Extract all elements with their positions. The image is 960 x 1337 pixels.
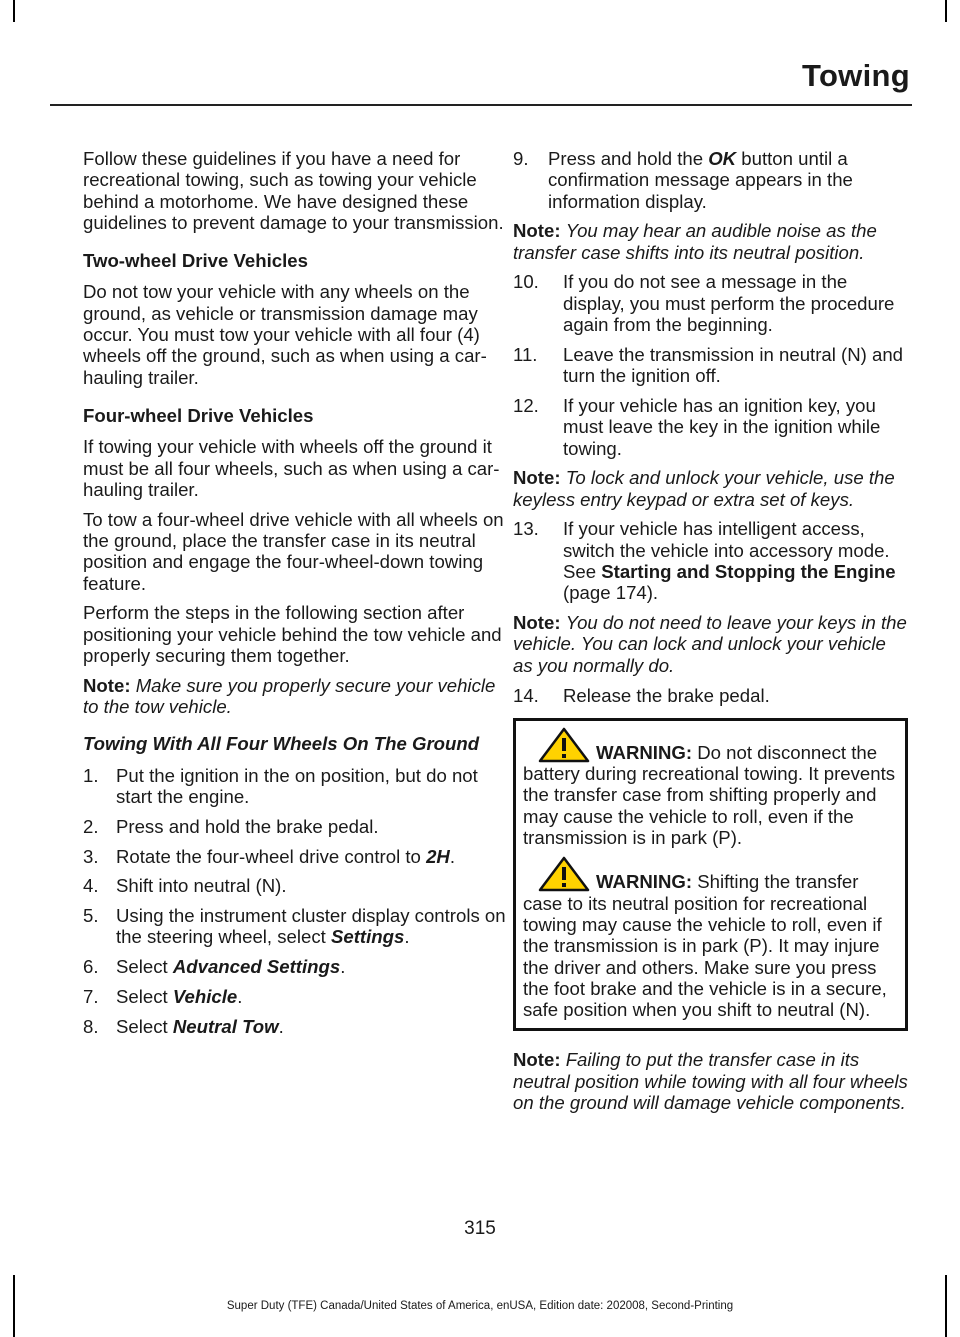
step-number: 11. <box>513 343 538 365</box>
step-suffix: . <box>340 956 346 978</box>
step-text: Put the ignition in the on position, but do not start the engine. <box>116 764 478 807</box>
note-text: To lock and unlock your vehicle, use the keyless entry keypad or extra set of keys. <box>513 467 895 510</box>
step-1 <box>83 765 508 808</box>
four-wheel-paragraph-2: To tow a four-wheel drive vehicle with all wheels on the ground, place the transfer case in its neutral position and engage the four-wheel-down towing feature. <box>83 508 504 594</box>
step-number: 10. <box>513 271 539 293</box>
intro-paragraph: Follow these guidelines if you have a need for recreational towing, such as towing your vehicle behind a motorhome. We have designed these guidelines to prevent damage to your transmission. <box>83 148 504 233</box>
note-text: Make sure you properly secure your vehicle to the tow vehicle. <box>83 674 496 718</box>
step-emphasis: Advanced Settings <box>172 956 341 978</box>
step-8 <box>83 1016 508 1037</box>
note-label: Note: <box>513 1049 561 1071</box>
right-column <box>513 148 908 1122</box>
step-text: If you do not see a message in the display, you must perform the procedure again from the beginning. <box>563 271 895 336</box>
step-number: 13. <box>513 518 539 540</box>
step-text: Shift into neutral (N). <box>116 875 287 897</box>
left-column <box>83 148 508 1046</box>
step-text: Select <box>116 956 173 978</box>
warning-triangle-icon <box>538 727 590 763</box>
step-number: 5. <box>83 905 99 927</box>
step-12 <box>513 395 908 459</box>
warning-text: Shifting the transfer case to its neutral position for recreational towing may cause the vehicle to roll, even if the transmission is in park (P). It may injure the driver and others. Make sure you press the foot brake and the vehicle is in a secure, safe position when you shift to neutral (N). <box>523 871 887 1021</box>
step-text: Press and hold the brake pedal. <box>116 815 379 837</box>
step-suffix: . <box>237 986 243 1007</box>
two-wheel-paragraph: Do not tow your vehicle with any wheels on the ground, as vehicle or transmission damage may occur. You must tow your vehicle with all four (4) wheels off the ground, such as when using a car-hauling trailer. <box>83 281 487 388</box>
note-label: Note: <box>513 220 561 242</box>
warning-text: Do not disconnect the battery during recreational towing. It prevents the transfer case from shifting properly and may cause the vehicle to roll, even if the transmission is in park (P). <box>523 741 896 849</box>
note-keys <box>513 612 908 676</box>
note-audible-noise <box>513 220 908 263</box>
step-emphasis: OK <box>708 148 737 169</box>
step-number: 4. <box>83 875 99 897</box>
crop-mark-top-left <box>13 0 15 22</box>
step-3 <box>83 846 508 867</box>
warning-triangle-icon <box>538 856 590 892</box>
step-14 <box>513 685 908 706</box>
note-label: Note: <box>83 674 131 696</box>
step-4 <box>83 875 508 896</box>
cross-reference-link[interactable]: Starting and Stopping the Engine <box>601 561 896 583</box>
step-text: Using the instrument cluster display controls on the steering wheel, select <box>116 905 506 948</box>
four-wheel-paragraph-1: If towing your vehicle with wheels off the ground it must be all four wheels, such as when using a car-hauling trailer. <box>83 436 500 500</box>
step-suffix: . <box>404 926 410 948</box>
step-number: 2. <box>83 815 99 837</box>
step-number: 8. <box>83 1015 99 1037</box>
step-7 <box>83 986 508 1007</box>
heading-four-wheel-drive: Four-wheel Drive Vehicles <box>83 404 314 426</box>
step-10 <box>513 271 908 335</box>
warning-label: WARNING: <box>596 741 693 763</box>
note-text: Failing to put the transfer case in its neutral position while towing with all four wheels on the ground will damage vehicle components. <box>513 1049 908 1113</box>
four-wheel-paragraph-3: Perform the steps in the following section after positioning your vehicle behind the tow vehicle and properly securing them together. <box>83 602 502 666</box>
note-lock-unlock <box>513 467 908 510</box>
heading-towing-all-four-wheels: Towing With All Four Wheels On The Ground <box>83 733 480 755</box>
step-number: 1. <box>83 764 99 786</box>
note-label: Note: <box>513 467 561 489</box>
step-text: Press and hold the <box>548 148 709 169</box>
step-number: 6. <box>83 956 99 978</box>
step-emphasis: Settings <box>330 926 405 948</box>
step-text: Select <box>116 986 173 1007</box>
footer-edition-info: Super Duty (TFE) Canada/United States of America, enUSA, Edition date: 202008, Second-Printing <box>226 1300 734 1312</box>
warning-battery <box>523 727 898 848</box>
step-11 <box>513 344 908 387</box>
step-number: 9. <box>513 148 529 169</box>
step-number: 12. <box>513 394 539 416</box>
page-number: 315 <box>464 1218 496 1239</box>
step-number: 14. <box>513 684 539 706</box>
warning-box <box>513 718 908 1032</box>
note-text: You do not need to leave your keys in the vehicle. You can lock and unlock your vehicle as you normally do. <box>513 612 907 676</box>
step-suffix: (page 174). <box>563 582 659 604</box>
crop-mark-top-right <box>945 0 947 22</box>
step-text: If your vehicle has intelligent access, switch the vehicle into accessory mode. See <box>563 518 890 583</box>
step-text: Rotate the four-wheel drive control to <box>116 845 427 867</box>
note-secure-vehicle <box>83 675 508 718</box>
step-number: 3. <box>83 845 99 867</box>
step-6 <box>83 956 508 977</box>
step-text: Leave the transmission in neutral (N) and turn the ignition off. <box>563 343 904 387</box>
step-number: 7. <box>83 986 99 1007</box>
step-2 <box>83 816 508 837</box>
step-text: Select <box>116 1015 173 1037</box>
step-9 <box>513 148 908 212</box>
note-transfer-case-damage <box>513 1049 908 1113</box>
heading-two-wheel-drive: Two-wheel Drive Vehicles <box>83 250 308 272</box>
step-suffix: button until a confirmation message appears in the information display. <box>548 148 853 212</box>
page-title: Towing <box>802 58 910 93</box>
note-text: You may hear an audible noise as the transfer case shifts into its neutral position. <box>513 220 877 263</box>
note-label: Note: <box>513 612 561 634</box>
warning-label: WARNING: <box>596 871 693 893</box>
step-suffix: . <box>449 845 456 867</box>
warning-transfer-case <box>523 856 898 1020</box>
step-emphasis: Neutral Tow <box>172 1015 279 1037</box>
step-text: If your vehicle has an ignition key, you must leave the key in the ignition while towing. <box>563 394 881 459</box>
step-text: Release the brake pedal. <box>563 684 770 706</box>
step-emphasis: Vehicle <box>172 986 238 1007</box>
step-5 <box>83 905 508 948</box>
step-emphasis: 2H <box>426 845 450 867</box>
step-13 <box>513 518 908 603</box>
header-divider <box>50 104 912 106</box>
step-suffix: . <box>278 1015 284 1037</box>
